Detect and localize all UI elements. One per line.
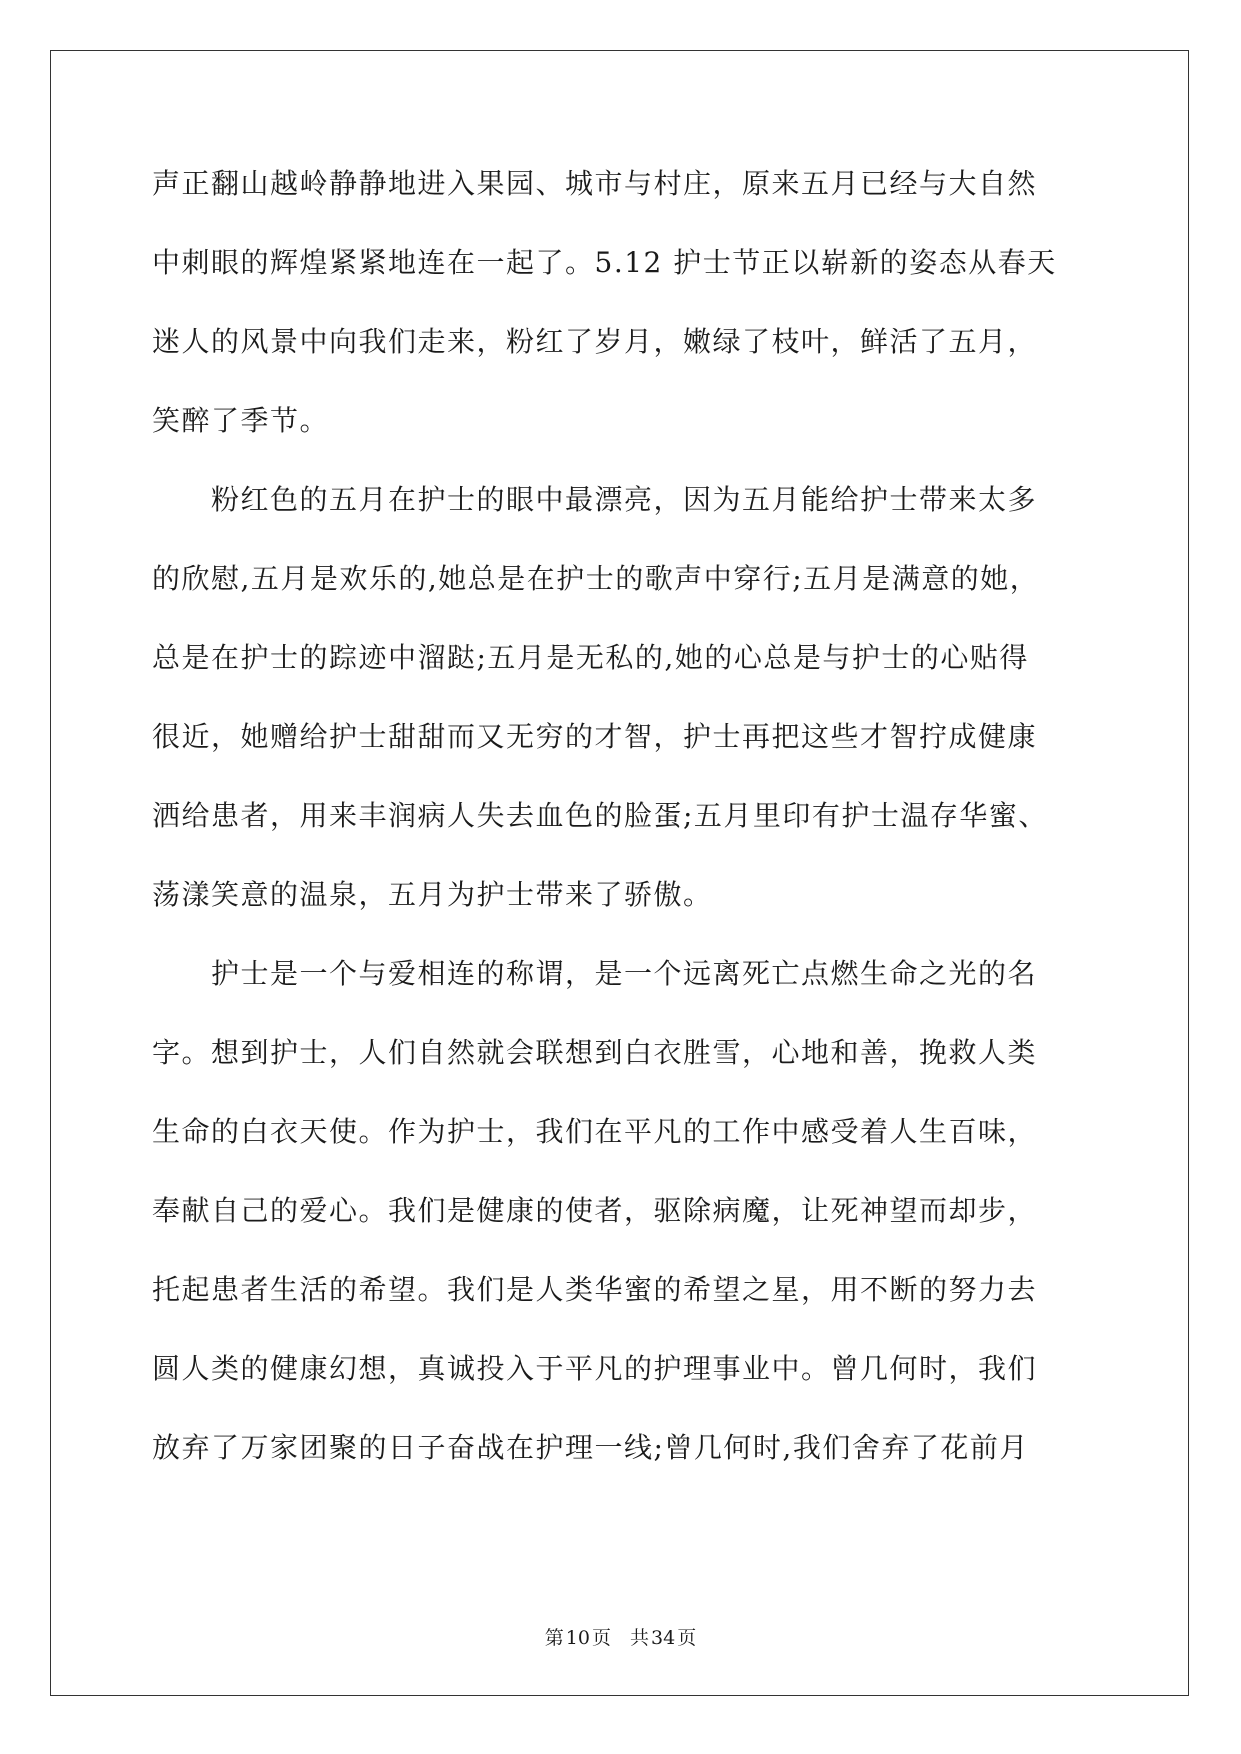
text-line: 荡漾笑意的温泉，五月为护士带来了骄傲。 xyxy=(152,878,713,911)
text-line: 护士是一个与爱相连的称谓，是一个远离死亡点燃生命之光的名 xyxy=(152,957,1038,990)
text-line: 托起患者生活的希望。我们是人类华蜜的希望之星，用不断的努力去 xyxy=(152,1273,1038,1306)
text-line: 放弃了万家团聚的日子奋战在护理一线;曾几何时,我们舍弃了花前月 xyxy=(152,1431,1029,1464)
page-footer xyxy=(0,1623,1241,1650)
text-line: 洒给患者，用来丰润病人失去血色的脸蛋;五月里印有护士温存华蜜、 xyxy=(152,799,1048,832)
text-line: 奉献自己的爱心。我们是健康的使者，驱除病魔，让死神望而却步， xyxy=(152,1194,1038,1227)
text-line: 圆人类的健康幻想，真诚投入于平凡的护理事业中。曾几何时，我们 xyxy=(152,1352,1038,1385)
text-line: 很近，她赠给护士甜甜而又无穷的才智，护士再把这些才智拧成健康 xyxy=(152,720,1038,753)
text-line: 生命的白衣天使。作为护士，我们在平凡的工作中感受着人生百味， xyxy=(152,1115,1038,1148)
text-line: 迷人的风景中向我们走来，粉红了岁月，嫩绿了枝叶，鲜活了五月， xyxy=(152,325,1038,358)
text-line: 的欣慰,五月是欢乐的,她总是在护士的歌声中穿行;五月是满意的她， xyxy=(152,562,1040,595)
text-line: 总是在护士的踪迹中溜跶;五月是无私的,她的心总是与护士的心贴得 xyxy=(152,641,1029,674)
page-number: 10 xyxy=(565,1627,590,1649)
document-body xyxy=(152,165,1092,1508)
footer-prefix: 第 xyxy=(544,1627,564,1649)
total-pages: 34 xyxy=(651,1627,676,1649)
text-line: 声正翻山越岭静静地进入果园、城市与村庄，原来五月已经与大自然 xyxy=(152,167,1038,200)
text-line: 笑醉了季节。 xyxy=(152,404,330,437)
text-line: 字。想到护士，人们自然就会联想到白衣胜雪，心地和善，挽救人类 xyxy=(152,1036,1038,1069)
text-line: 中刺眼的辉煌紧紧地连在一起了。5.12 护士节正以崭新的姿态从春天 xyxy=(152,246,1057,279)
footer-middle: 页 共 xyxy=(591,1627,649,1649)
text-line: 粉红色的五月在护士的眼中最漂亮，因为五月能给护士带来太多 xyxy=(152,483,1038,516)
footer-suffix: 页 xyxy=(677,1627,697,1649)
